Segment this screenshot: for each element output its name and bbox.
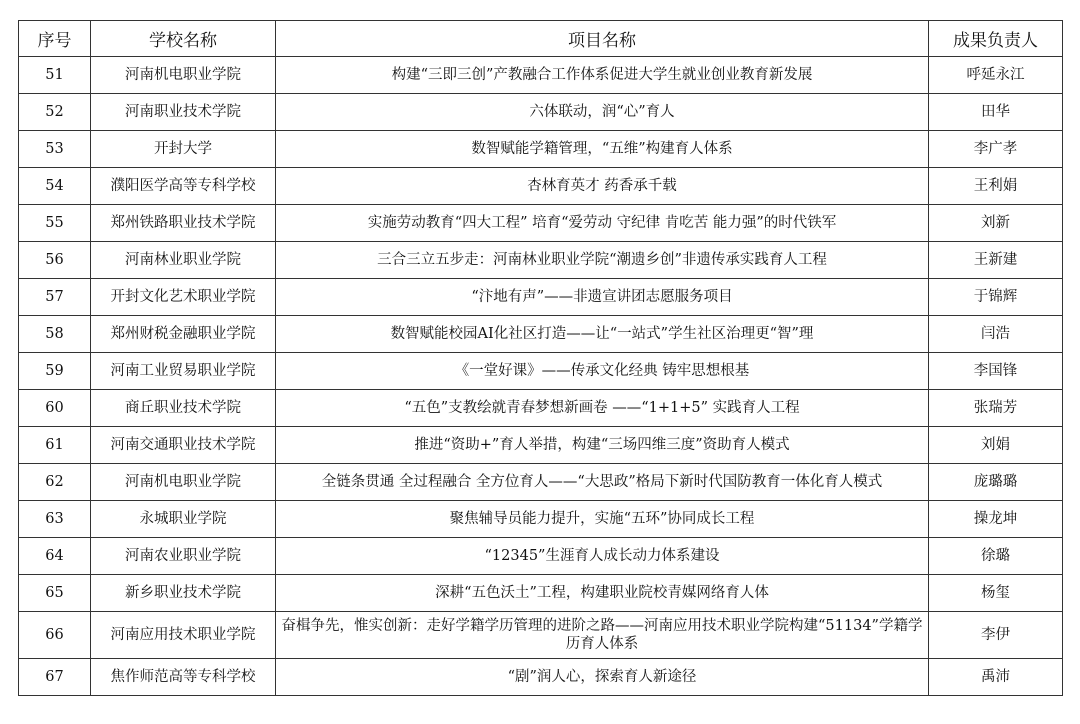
cell-index: 54 <box>19 168 91 205</box>
cell-school: 河南林业职业学院 <box>91 242 276 279</box>
cell-leader: 杨玺 <box>929 575 1063 612</box>
cell-project: 杏林育英才 药香承千载 <box>276 168 929 205</box>
cell-project: 深耕“五色沃土”工程，构建职业院校青媒网络育人体 <box>276 575 929 612</box>
cell-leader: 王新建 <box>929 242 1063 279</box>
cell-index: 60 <box>19 390 91 427</box>
cell-leader: 李国锋 <box>929 353 1063 390</box>
table-row <box>19 501 1063 538</box>
cell-project: 《一堂好课》——传承文化经典 铸牢思想根基 <box>276 353 929 390</box>
table-row <box>19 538 1063 575</box>
table-row <box>19 131 1063 168</box>
cell-school: 永城职业学院 <box>91 501 276 538</box>
cell-index: 64 <box>19 538 91 575</box>
cell-index: 63 <box>19 501 91 538</box>
header-leader: 成果负责人 <box>929 21 1063 57</box>
cell-leader: 田华 <box>929 94 1063 131</box>
cell-school: 河南机电职业学院 <box>91 464 276 501</box>
cell-school: 商丘职业技术学院 <box>91 390 276 427</box>
cell-index: 65 <box>19 575 91 612</box>
cell-school: 新乡职业技术学院 <box>91 575 276 612</box>
header-project: 项目名称 <box>276 21 929 57</box>
cell-index: 67 <box>19 659 91 696</box>
cell-school: 开封大学 <box>91 131 276 168</box>
cell-leader: 庞璐璐 <box>929 464 1063 501</box>
cell-project: 奋楫争先，惟实创新：走好学籍学历管理的进阶之路——河南应用技术职业学院构建“51134”学籍学历育人体系 <box>276 612 929 659</box>
cell-school: 郑州铁路职业技术学院 <box>91 205 276 242</box>
cell-leader: 徐璐 <box>929 538 1063 575</box>
table-row <box>19 242 1063 279</box>
table-row <box>19 464 1063 501</box>
table-row <box>19 612 1063 659</box>
table-row <box>19 279 1063 316</box>
cell-index: 53 <box>19 131 91 168</box>
table-row <box>19 659 1063 696</box>
cell-index: 66 <box>19 612 91 659</box>
header-school: 学校名称 <box>91 21 276 57</box>
cell-leader: 王利娟 <box>929 168 1063 205</box>
cell-project: 实施劳动教育“四大工程” 培育“爱劳动 守纪律 肯吃苦 能力强”的时代铁军 <box>276 205 929 242</box>
cell-index: 62 <box>19 464 91 501</box>
cell-leader: 于锦辉 <box>929 279 1063 316</box>
cell-project: 三合三立五步走：河南林业职业学院“潮遗乡创”非遗传承实践育人工程 <box>276 242 929 279</box>
cell-project: “汴地有声”——非遗宣讲团志愿服务项目 <box>276 279 929 316</box>
cell-leader: 刘娟 <box>929 427 1063 464</box>
table-row <box>19 316 1063 353</box>
cell-index: 55 <box>19 205 91 242</box>
cell-school: 濮阳医学高等专科学校 <box>91 168 276 205</box>
cell-leader: 张瑞芳 <box>929 390 1063 427</box>
project-list-table-container <box>18 20 1062 696</box>
project-list-table <box>18 20 1063 696</box>
table-row <box>19 168 1063 205</box>
cell-project: “剧”润人心，探索育人新途径 <box>276 659 929 696</box>
cell-project: 推进“资助+”育人举措，构建“三场四维三度”资助育人模式 <box>276 427 929 464</box>
cell-index: 58 <box>19 316 91 353</box>
table-row <box>19 390 1063 427</box>
cell-school: 河南应用技术职业学院 <box>91 612 276 659</box>
cell-index: 56 <box>19 242 91 279</box>
cell-school: 开封文化艺术职业学院 <box>91 279 276 316</box>
cell-leader: 刘新 <box>929 205 1063 242</box>
cell-index: 61 <box>19 427 91 464</box>
table-row <box>19 205 1063 242</box>
table-row <box>19 575 1063 612</box>
cell-project: 数智赋能学籍管理，“五维”构建育人体系 <box>276 131 929 168</box>
cell-school: 河南交通职业技术学院 <box>91 427 276 464</box>
cell-school: 河南工业贸易职业学院 <box>91 353 276 390</box>
cell-leader: 操龙坤 <box>929 501 1063 538</box>
cell-school: 河南职业技术学院 <box>91 94 276 131</box>
cell-index: 57 <box>19 279 91 316</box>
cell-index: 51 <box>19 57 91 94</box>
cell-school: 河南农业职业学院 <box>91 538 276 575</box>
cell-project: 全链条贯通 全过程融合 全方位育人——“大思政”格局下新时代国防教育一体化育人模式 <box>276 464 929 501</box>
header-index: 序号 <box>19 21 91 57</box>
cell-project: 六体联动，润“心”育人 <box>276 94 929 131</box>
cell-project: 聚焦辅导员能力提升，实施“五环”协同成长工程 <box>276 501 929 538</box>
cell-index: 52 <box>19 94 91 131</box>
cell-index: 59 <box>19 353 91 390</box>
cell-school: 焦作师范高等专科学校 <box>91 659 276 696</box>
cell-school: 郑州财税金融职业学院 <box>91 316 276 353</box>
cell-leader: 呼延永江 <box>929 57 1063 94</box>
table-row <box>19 94 1063 131</box>
cell-project: 构建“三即三创”产教融合工作体系促进大学生就业创业教育新发展 <box>276 57 929 94</box>
table-row <box>19 427 1063 464</box>
table-header-row <box>19 21 1063 57</box>
table-row <box>19 353 1063 390</box>
cell-project: “五色”支教绘就青春梦想新画卷 ——“1+1+5” 实践育人工程 <box>276 390 929 427</box>
cell-leader: 闫浩 <box>929 316 1063 353</box>
cell-leader: 禹沛 <box>929 659 1063 696</box>
cell-leader: 李伊 <box>929 612 1063 659</box>
cell-project: 数智赋能校园AI化社区打造——让“一站式”学生社区治理更“智”理 <box>276 316 929 353</box>
cell-project: “12345”生涯育人成长动力体系建设 <box>276 538 929 575</box>
table-row <box>19 57 1063 94</box>
cell-school: 河南机电职业学院 <box>91 57 276 94</box>
cell-leader: 李广孝 <box>929 131 1063 168</box>
